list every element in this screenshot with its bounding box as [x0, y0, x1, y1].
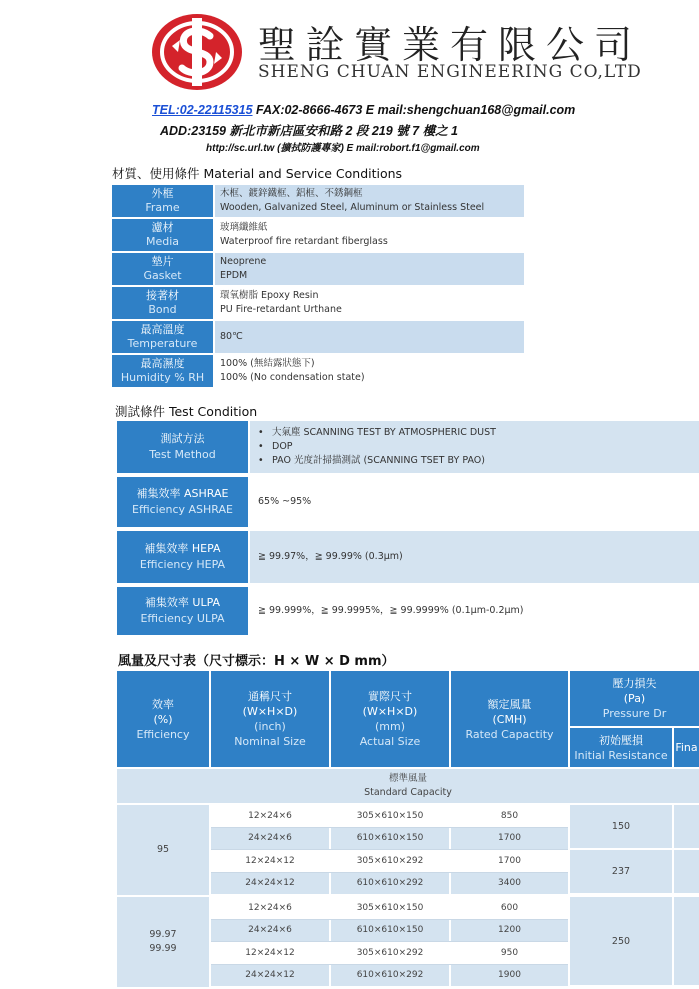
- label-cn: 墊片: [151, 255, 174, 268]
- header-line: Initial Resistance: [574, 748, 668, 762]
- label-en: Gasket: [143, 269, 182, 282]
- value-line: 100% (No condensation state): [220, 372, 365, 383]
- material-row-label: [112, 253, 213, 285]
- header-rated-capacity: [451, 671, 568, 767]
- value-line: • 大氣塵 SCANNING TEST BY ATMOSPHERIC DUST: [258, 426, 699, 440]
- label-en: Efficiency ASHRAE: [132, 503, 233, 516]
- label-cn: 最高溫度: [140, 323, 185, 336]
- material-row: [112, 287, 524, 319]
- material-section-title: 材質、使用條件 Material and Service Conditions: [112, 166, 403, 181]
- test-row-label: [117, 477, 248, 527]
- label-en: Frame: [145, 201, 180, 214]
- header-line: (CMH): [492, 712, 527, 726]
- material-row-label: [112, 219, 213, 251]
- material-row: [112, 355, 524, 387]
- final-resistance-cell: [674, 805, 699, 848]
- test-row: [117, 587, 699, 635]
- test-row-value: [250, 477, 699, 527]
- actual-cell: 305×610×150: [331, 805, 449, 827]
- header-line: Nominal Size: [234, 735, 306, 748]
- nominal-cell: 12×24×12: [211, 850, 329, 872]
- initial-resistance-cell: 250: [570, 897, 672, 985]
- row-divider: [211, 941, 568, 942]
- value-line: Waterproof fire retardant fiberglass: [220, 236, 388, 247]
- material-row-label: [112, 355, 213, 387]
- value-line: 木框、鍍鋅鐵框、鋁框、不銹鋼框: [220, 188, 363, 199]
- value-line: Wooden, Galvanized Steel, Aluminum or Stainless Steel: [220, 202, 485, 213]
- header-line: 壓力損失: [612, 677, 657, 690]
- nominal-cell: 12×24×6: [211, 805, 329, 827]
- header-line: (W×H×D): [242, 705, 298, 718]
- label-cn: 補集效率 ULPA: [144, 596, 221, 609]
- rated-cell: 1900: [451, 965, 568, 987]
- actual-cell: 610×610×292: [331, 873, 449, 895]
- test-row-label: [117, 421, 248, 473]
- efficiency-value: 95: [156, 844, 170, 855]
- material-row-value: [215, 355, 524, 387]
- size-section-title: 風量及尺寸表（尺寸標示：H × W × D mm）: [118, 654, 395, 669]
- nominal-cell: 24×24×12: [211, 873, 329, 895]
- efficiency-value: 99.99: [149, 943, 177, 954]
- header-nominal-size: [211, 671, 329, 767]
- material-row-value: [215, 287, 524, 319]
- material-row-value: [215, 253, 524, 285]
- contact-address: ADD:23159 新北市新店區安和路 2 段 219 號 7 樓之 1: [160, 124, 458, 138]
- rated-cell: 3400: [451, 873, 568, 895]
- test-section-title: 測試條件 Test Condition: [115, 404, 258, 419]
- value-line: 環氧樹脂 Epoxy Resin: [220, 290, 319, 301]
- header-line: Fina: [675, 741, 698, 754]
- actual-cell: 610×610×292: [331, 965, 449, 987]
- header-line: (W×H×D): [362, 705, 418, 718]
- nominal-cell: 24×24×6: [211, 828, 329, 850]
- rated-cell: 600: [451, 897, 568, 919]
- header-line: 通稱尺寸: [248, 690, 292, 703]
- label-en: Efficiency HEPA: [139, 558, 226, 571]
- value-line: ≧ 99.999%，≧ 99.9995%，≧ 99.9999% (0.1μm-0.2μm): [258, 605, 524, 616]
- company-name-english: SHENG CHUAN ENGINEERING CO,LTD: [258, 62, 642, 82]
- value-line: 100% (無結露狀態下): [220, 358, 315, 369]
- test-row-value: [250, 531, 699, 583]
- efficiency-cell: [117, 897, 209, 987]
- material-row-value: [215, 219, 524, 251]
- rated-cell: 950: [451, 942, 568, 964]
- header-initial-resistance: [570, 728, 672, 767]
- actual-cell: 305×610×292: [331, 850, 449, 872]
- label-en: Temperature: [127, 337, 198, 350]
- band-line: Standard Capacity: [364, 787, 452, 798]
- label-cn: 濾材: [151, 221, 174, 234]
- final-resistance-cell: [674, 897, 699, 985]
- header-final-resistance: [674, 728, 699, 767]
- test-row-value: [250, 421, 699, 473]
- nominal-cell: 12×24×6: [211, 897, 329, 919]
- final-resistance-cell: [674, 850, 699, 893]
- value-line: EPDM: [220, 270, 248, 281]
- initial-resistance-cell: 150: [570, 805, 672, 848]
- header-actual-size: [331, 671, 449, 767]
- value-line: Neoprene: [220, 256, 267, 267]
- header-line: 效率: [152, 697, 174, 711]
- material-row-label: [112, 287, 213, 319]
- row-divider: [211, 964, 568, 965]
- nominal-cell: 12×24×12: [211, 942, 329, 964]
- value-line: • DOP: [258, 440, 699, 454]
- label-cn: 測試方法: [160, 432, 205, 445]
- test-row: [117, 421, 699, 473]
- material-row-label: [112, 321, 213, 353]
- standard-capacity-band: [117, 769, 699, 803]
- actual-cell: 610×610×150: [331, 828, 449, 850]
- rated-cell: 850: [451, 805, 568, 827]
- value-line: PU Fire-retardant Urthane: [220, 304, 342, 315]
- row-divider: [211, 872, 568, 873]
- test-row: [117, 531, 699, 583]
- test-row: [117, 477, 699, 527]
- initial-resistance-cell: 237: [570, 850, 672, 893]
- value-line: 玻璃纖維紙: [220, 222, 268, 233]
- header-line: Pressure Dr: [602, 707, 667, 720]
- material-row-label: [112, 185, 213, 217]
- header-line: (Pa): [623, 692, 646, 705]
- value-line: • PAO 光度計掃描測試 (SCANNING TSET BY PAO): [258, 454, 699, 468]
- contact-phone-fax-mail: [152, 103, 575, 117]
- material-row-value: [215, 185, 524, 217]
- material-row: [112, 185, 524, 217]
- company-name-chinese: 聖詮實業有限公司: [258, 23, 643, 67]
- material-row-value: [215, 321, 524, 353]
- actual-cell: 610×610×150: [331, 920, 449, 942]
- efficiency-value: 99.97: [149, 929, 177, 940]
- value-line: 65% ~95%: [258, 496, 312, 507]
- company-logo: [150, 12, 244, 92]
- label-en: Test Method: [149, 448, 216, 461]
- value-line: 80℃: [220, 331, 243, 342]
- header-line: 額定風量: [487, 697, 532, 711]
- header-line: Actual Size: [359, 735, 421, 748]
- header-line: (mm): [374, 720, 405, 733]
- row-divider: [211, 919, 568, 920]
- test-row-label: [117, 531, 248, 583]
- material-row: [112, 219, 524, 251]
- actual-cell: 305×610×292: [331, 942, 449, 964]
- label-en: Humidity % RH: [120, 371, 205, 384]
- band-line: 標準風量: [388, 773, 427, 784]
- label-cn: 補集效率 ASHRAE: [136, 487, 229, 500]
- label-cn: 補集效率 HEPA: [144, 542, 221, 555]
- efficiency-cell: [117, 805, 209, 895]
- test-row-value: [250, 587, 699, 635]
- label-en: Efficiency ULPA: [140, 612, 225, 625]
- label-en: Media: [145, 235, 180, 248]
- nominal-cell: 24×24×12: [211, 965, 329, 987]
- header-line: 實際尺寸: [368, 690, 412, 703]
- label-cn: 外框: [151, 187, 174, 200]
- test-row-label: [117, 587, 248, 635]
- header-line: 初始壓損: [599, 733, 643, 747]
- actual-cell: 305×610×150: [331, 897, 449, 919]
- label-en: Bond: [148, 303, 177, 316]
- contact-web: http://sc.url.tw (擴拭防護專家) E mail:robort.f1@gmail.com: [206, 143, 480, 154]
- nominal-cell: 24×24×6: [211, 920, 329, 942]
- header-line: (inch): [254, 720, 286, 733]
- rated-cell: 1700: [451, 850, 568, 872]
- header-efficiency: [117, 671, 209, 767]
- tel-link[interactable]: TEL:02-22115315: [152, 103, 253, 117]
- header-line: (%): [153, 712, 173, 726]
- rated-cell: 1200: [451, 920, 568, 942]
- header-pressure-drop: [570, 671, 699, 726]
- material-row: [112, 321, 524, 353]
- fax-mail-text: FAX:02-8666-4673 E mail:shengchuan168@gmail.com: [252, 103, 576, 117]
- label-cn: 最高濕度: [140, 357, 185, 370]
- material-row: [112, 253, 524, 285]
- header-line: Efficiency: [136, 727, 190, 741]
- value-line: ≧ 99.97%，≧ 99.99% (0.3μm): [258, 551, 403, 562]
- label-cn: 接著材: [146, 289, 179, 302]
- rated-cell: 1700: [451, 828, 568, 850]
- header-line: Rated Capactity: [465, 727, 554, 741]
- row-divider: [211, 849, 568, 850]
- row-divider: [211, 827, 568, 828]
